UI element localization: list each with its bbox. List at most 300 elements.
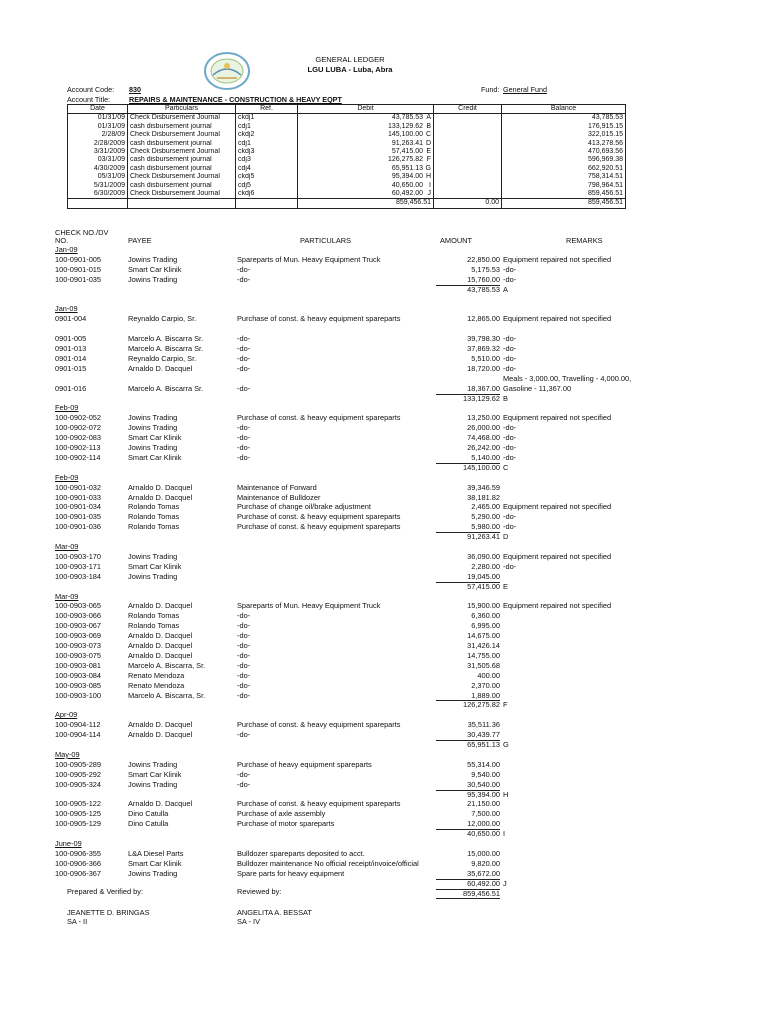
ledger-date: 2/28/2009 — [68, 140, 128, 148]
month-label: Jan-09 — [55, 304, 78, 314]
remarks: Equipment repaired not specified — [503, 601, 612, 611]
disbursement-row — [0, 691, 768, 701]
payee: Arnaldo D. Dacquel — [128, 730, 193, 740]
subtotal-amount: 65,951.13 — [467, 740, 500, 749]
payee: Renato Mendoza — [128, 680, 185, 690]
disbursement-row — [0, 344, 768, 354]
amount: 15,900.00 — [467, 601, 500, 611]
ledger-debit-cell — [298, 165, 434, 173]
ledger-debit: 43,785.53 — [391, 114, 423, 122]
amount: 7,500.00 — [471, 809, 500, 819]
disbursement-row — [0, 413, 768, 423]
particulars: Purchase of const. & heavy equipment spareparts — [237, 799, 401, 809]
payee: Smart Car Klinik — [128, 264, 182, 274]
particulars: Maintenance of Bulldozer — [237, 492, 321, 502]
ledger-credit — [434, 148, 502, 156]
amount: 26,242.00 — [467, 443, 500, 452]
particulars: Bulldozer spareparts deposited to acct. — [237, 848, 365, 858]
ledger-debit: 133,129.62 — [387, 122, 423, 130]
amount: 2,465.00 — [471, 502, 500, 512]
ledger-particulars: cash disbursement journal — [128, 123, 236, 131]
ledger-row — [68, 148, 626, 156]
payee: Arnaldo D. Dacquel — [128, 482, 193, 492]
payee: Marcelo A. Biscarra Sr. — [128, 334, 204, 344]
remarks: -do- — [503, 334, 517, 344]
ledger-balance: 43,785.53 — [502, 114, 626, 123]
payee: Arnaldo D. Dacquel — [128, 720, 193, 730]
col-header-credit: Credit — [434, 105, 502, 114]
amount: 35,672.00 — [467, 868, 500, 878]
ledger-table — [67, 104, 626, 209]
amount: 74,468.00 — [467, 433, 500, 443]
disbursement-row — [0, 522, 768, 532]
ledger-ref: ckdj2 — [236, 131, 298, 139]
subtotal-tag: A — [503, 284, 508, 294]
check-number: 100-0903-081 — [55, 660, 102, 670]
reviewed-name: ANGELITA A. BESSAT — [237, 908, 312, 917]
check-number: 100-0905-324 — [55, 779, 102, 789]
month-heading — [0, 750, 768, 760]
check-number: 100-0904-114 — [55, 730, 101, 740]
ledger-total-blank — [128, 199, 236, 208]
payee: Marcelo A. Biscarra, Sr. — [128, 660, 206, 670]
particulars: -do- — [237, 344, 251, 353]
document-title: GENERAL LEDGER — [315, 55, 385, 64]
check-number: 100-0902-083 — [55, 433, 102, 443]
month-label: June-09 — [55, 839, 82, 848]
disbursement-row — [0, 809, 768, 819]
ledger-balance: 413,278.56 — [502, 140, 626, 148]
particulars: -do- — [237, 611, 251, 621]
check-number: 100-0903-184 — [55, 571, 102, 581]
amount: 2,370.00 — [471, 680, 500, 690]
particulars: -do- — [237, 621, 251, 631]
payee: Jowins Trading — [128, 779, 178, 789]
payee: Rolando Tomas — [128, 512, 180, 522]
ledger-date: 01/31/09 — [68, 123, 128, 131]
particulars: Purchase of motor spareparts — [237, 819, 335, 829]
subtotal-row — [0, 532, 768, 542]
disbursement-row — [0, 780, 768, 790]
disbursement-row — [0, 869, 768, 879]
disbursement-row — [0, 799, 768, 809]
ledger-credit — [434, 123, 502, 131]
payee: Reynaldo Carpio, Sr. — [128, 353, 197, 363]
payee: Marcelo A. Biscarra Sr. — [128, 383, 204, 393]
subtotal-tag: B — [503, 393, 508, 403]
ledger-credit — [434, 182, 502, 190]
month-label: May-09 — [55, 749, 80, 759]
remarks: Equipment repaired not specified — [503, 314, 612, 324]
ledger-debit-cell — [298, 190, 434, 199]
col-header-balance: Balance — [502, 105, 626, 114]
amount: 6,360.00 — [471, 611, 500, 621]
subtotal-row — [0, 740, 768, 750]
payee: Marcelo A. Biscarra Sr. — [128, 344, 204, 353]
ledger-debit: 57,415.00 — [391, 148, 423, 156]
disbursement-row — [0, 651, 768, 661]
document-subtitle: LGU LUBA - Luba, Abra — [307, 65, 393, 74]
disbursement-row — [0, 433, 768, 443]
check-number: 0901-004 — [55, 314, 87, 324]
particulars: Purchase of change oil/brake adjustment — [237, 502, 371, 512]
ledger-debit-cell — [298, 148, 434, 156]
subtotal-amount: 133,129.62 — [463, 393, 500, 403]
amount: 39,346.59 — [467, 482, 500, 492]
ledger-credit — [434, 190, 502, 199]
ledger-row — [68, 123, 626, 131]
subtotal-row — [0, 285, 768, 295]
disbursement-row — [0, 631, 768, 641]
month-label: Jan-09 — [55, 245, 78, 254]
check-number: 0901-016 — [55, 383, 87, 393]
disbursement-row — [0, 562, 768, 572]
payee: Dino Catulla — [128, 819, 169, 829]
reviewed-label: Reviewed by: — [237, 887, 282, 896]
particulars: -do- — [237, 631, 251, 641]
prepared-label: Prepared & Verified by: — [67, 887, 144, 896]
payee: Smart Car Klinik — [128, 561, 182, 571]
disbursement-row — [0, 720, 768, 730]
particulars: Bulldozer maintenance No official receipt/invoice/official — [237, 858, 419, 868]
remarks: -do- — [503, 522, 517, 532]
amount: 5,290.00 — [471, 512, 500, 522]
col-header-debit: Debit — [298, 105, 434, 114]
amount: 21,150.00 — [467, 799, 500, 809]
ledger-debit-cell — [298, 173, 434, 181]
disbursement-row — [0, 572, 768, 582]
month-heading — [0, 403, 768, 413]
check-number: 100-0903-085 — [55, 680, 102, 690]
remarks: Gasoline - 11,367.00 — [503, 383, 572, 393]
payee: Jowins Trading — [128, 571, 178, 581]
ledger-credit — [434, 156, 502, 164]
remarks: Equipment repaired not specified — [503, 502, 612, 512]
amount: 5,510.00 — [471, 353, 500, 363]
ledger-credit — [434, 165, 502, 173]
disbursement-row — [0, 255, 768, 265]
check-number: 100-0902-113 — [55, 443, 101, 452]
particulars: -do- — [237, 274, 251, 284]
amount: 55,314.00 — [467, 759, 500, 769]
ledger-total-balance: 859,456.51 — [502, 199, 626, 208]
ledger-ref: cdj1 — [236, 140, 298, 148]
check-number: 0901-015 — [55, 363, 87, 373]
fund-value: General Fund — [503, 85, 547, 94]
particulars: -do- — [237, 641, 251, 650]
ledger-date: 2/28/09 — [68, 131, 128, 139]
ledger-debit: 40,650.00 — [391, 181, 423, 189]
ledger-date: 01/31/09 — [68, 114, 128, 123]
amount: 35,511.36 — [467, 720, 500, 730]
disbursement-row — [0, 681, 768, 691]
payee: Renato Mendoza — [128, 670, 185, 680]
ledger-tag: C — [425, 131, 431, 139]
remarks: -do- — [503, 433, 517, 443]
check-number: 100-0903-171 — [55, 561, 102, 571]
disbursement-row — [0, 453, 768, 463]
amount: 13,250.00 — [467, 413, 500, 423]
remarks: -do- — [503, 344, 517, 353]
payee: Rolando Tomas — [128, 522, 180, 532]
amount: 31,426.14 — [467, 641, 500, 650]
payee: Arnaldo D. Dacquel — [128, 631, 193, 641]
ledger-particulars: cash disbursement journal — [128, 182, 236, 190]
amount: 26,000.00 — [467, 423, 500, 433]
ledger-ref: cdj3 — [236, 156, 298, 164]
month-heading — [0, 304, 768, 314]
ledger-ref: cdj1 — [236, 123, 298, 131]
ledger-tag: D — [425, 139, 431, 147]
ledger-debit: 65,951.13 — [391, 164, 423, 172]
ledger-tag: B — [426, 122, 431, 130]
amount: 18,367.00 — [467, 383, 500, 393]
ledger-tag: I — [429, 181, 431, 189]
month-heading — [0, 710, 768, 720]
amount: 1,889.00 — [471, 690, 500, 700]
amount: 36,090.00 — [467, 551, 500, 561]
col-header-ref: Ref. — [236, 105, 298, 114]
particulars: -do- — [237, 363, 251, 373]
ledger-ref: cdj4 — [236, 165, 298, 173]
remarks: Equipment repaired not specified — [503, 413, 612, 423]
particulars: -do- — [237, 680, 251, 690]
ledger-ref: ckdj1 — [236, 114, 298, 123]
subtotal-amount: 126,275.82 — [463, 700, 500, 710]
amount: 31,505.68 — [467, 660, 500, 670]
check-number: 100-0901-035 — [55, 512, 102, 522]
amount: 14,755.00 — [467, 650, 500, 660]
disbursement-row — [0, 770, 768, 780]
ledger-particulars: Check Disbursement Journal — [128, 131, 236, 139]
ledger-debit-cell — [298, 131, 434, 139]
disbursement-row — [0, 275, 768, 285]
payee: Smart Car Klinik — [128, 452, 182, 462]
ledger-tag: G — [425, 164, 431, 172]
disbursement-row — [0, 493, 768, 503]
amount: 18,720.00 — [467, 363, 500, 373]
ledger-debit-cell — [298, 182, 434, 190]
subtotal-amount: 60,492.00 — [467, 878, 500, 888]
payee: Jowins Trading — [128, 413, 178, 423]
particulars: -do- — [237, 264, 251, 274]
payee: Arnaldo D. Dacquel — [128, 492, 193, 502]
particulars: Spare parts for heavy equipment — [237, 868, 345, 878]
amount: 6,995.00 — [471, 621, 500, 631]
amount: 12,000.00 — [467, 819, 500, 829]
check-number: 100-0902-052 — [55, 413, 102, 423]
month-heading — [0, 592, 768, 602]
disbursement-row — [0, 265, 768, 275]
disbursement-row — [0, 552, 768, 562]
remarks-note — [0, 374, 768, 384]
ledger-total-blank — [68, 199, 128, 208]
particulars: Spareparts of Mun. Heavy Equipment Truck — [237, 254, 381, 264]
remarks: -do- — [503, 353, 517, 363]
check-number: 100-0901-034 — [55, 502, 102, 512]
check-number: 100-0901-036 — [55, 522, 102, 532]
ledger-total-debit: 859,456.51 — [298, 199, 434, 208]
subtotal-tag: H — [503, 789, 509, 799]
disbursement-row — [0, 611, 768, 621]
disbursement-row — [0, 384, 768, 394]
payee: Reynaldo Carpio, Sr. — [128, 314, 197, 324]
ledger-particulars: Check Disbursement Journal — [128, 190, 236, 199]
disbursement-row — [0, 819, 768, 829]
ledger-balance: 662,920.51 — [502, 165, 626, 173]
disbursement-row — [0, 512, 768, 522]
check-number: 100-0903-067 — [55, 621, 102, 631]
amount: 15,000.00 — [467, 848, 500, 858]
ledger-debit: 95,394.00 — [391, 173, 423, 181]
particulars: Purchase of const. & heavy equipment spareparts — [237, 314, 401, 324]
amount: 9,540.00 — [471, 769, 500, 779]
detail-header-checkno: CHECK NO./DV — [55, 228, 109, 237]
disbursement-row — [0, 364, 768, 374]
amount: 2,280.00 — [471, 561, 500, 571]
payee: Smart Car Klinik — [128, 858, 182, 868]
particulars: Spareparts of Mun. Heavy Equipment Truck — [237, 601, 381, 611]
detail-header-remarks: REMARKS — [566, 236, 603, 245]
ledger-debit-cell — [298, 114, 434, 123]
particulars: -do- — [237, 353, 251, 363]
ledger-debit: 60,492.00 — [391, 190, 423, 198]
payee: Rolando Tomas — [128, 502, 180, 512]
check-number: 100-0902-072 — [55, 423, 102, 433]
check-number: 100-0901-033 — [55, 492, 102, 502]
month-heading — [0, 839, 768, 849]
ledger-date: 5/31/2009 — [68, 182, 128, 190]
subtotal-amount: 40,650.00 — [467, 829, 500, 839]
ledger-debit-cell — [298, 123, 434, 131]
check-number: 100-0901-032 — [55, 482, 102, 492]
check-number: 100-0903-066 — [55, 611, 102, 621]
ledger-tag: E — [426, 148, 431, 156]
check-number: 100-0901-015 — [55, 264, 102, 274]
check-number: 100-0903-065 — [55, 601, 102, 611]
account-code-label: Account Code: — [67, 85, 115, 94]
payee: Rolando Tomas — [128, 621, 180, 631]
ledger-total-blank — [236, 199, 298, 208]
particulars: -do- — [237, 423, 251, 433]
ledger-debit: 126,275.82 — [387, 156, 423, 164]
remarks: -do- — [503, 561, 517, 571]
month-label: Feb-09 — [55, 472, 79, 482]
amount: 5,140.00 — [471, 452, 500, 462]
ledger-row — [68, 182, 626, 190]
amount: 39,798.30 — [467, 334, 500, 344]
ledger-row — [68, 165, 626, 173]
particulars: -do- — [237, 690, 251, 700]
amount: 5,980.00 — [471, 522, 500, 532]
payee: Arnaldo D. Dacquel — [128, 601, 193, 611]
particulars: -do- — [237, 779, 251, 789]
particulars: -do- — [237, 334, 251, 344]
ledger-row — [68, 114, 626, 123]
ledger-balance: 859,456.51 — [502, 190, 626, 199]
disbursement-row — [0, 661, 768, 671]
subtotal-row — [0, 829, 768, 839]
payee: L&A Diesel Parts — [128, 848, 184, 858]
disbursement-row — [0, 621, 768, 631]
payee: Jowins Trading — [128, 759, 178, 769]
amount: 19,045.00 — [467, 571, 500, 581]
ledger-balance: 758,314.51 — [502, 173, 626, 181]
prepared-name: JEANETTE D. BRINGAS — [67, 908, 150, 917]
check-number: 100-0903-073 — [55, 641, 102, 650]
month-label: Mar-09 — [55, 542, 79, 551]
subtotal-tag: E — [503, 581, 508, 591]
ledger-row — [68, 156, 626, 164]
ledger-date: 6/30/2009 — [68, 190, 128, 199]
ledger-particulars: Check Disbursement Journal — [128, 148, 236, 156]
remarks: -do- — [503, 443, 517, 452]
remarks: -do- — [503, 423, 517, 433]
payee: Marcelo A. Biscarra, Sr. — [128, 690, 206, 700]
check-number: 0901-014 — [55, 353, 87, 363]
municipal-seal-logo — [203, 51, 251, 91]
particulars: -do- — [237, 769, 251, 779]
check-number: 100-0905-292 — [55, 769, 102, 779]
disbursement-row — [0, 601, 768, 611]
particulars: Purchase of const. & heavy equipment spareparts — [237, 413, 401, 423]
check-number: 0901-005 — [55, 334, 87, 344]
ledger-ref: ckdj6 — [236, 190, 298, 199]
subtotal-amount: 95,394.00 — [467, 789, 500, 799]
account-code-value: 830 — [129, 85, 141, 94]
ledger-balance: 176,915.15 — [502, 123, 626, 131]
particulars: -do- — [237, 443, 251, 452]
ledger-particulars: Check Disbursement Journal — [128, 114, 236, 123]
payee: Dino Catulla — [128, 809, 169, 819]
particulars: -do- — [237, 433, 251, 443]
check-number: 100-0905-122 — [55, 799, 102, 809]
amount: 30,540.00 — [467, 779, 500, 789]
ledger-row — [68, 190, 626, 199]
ledger-total-credit: 0.00 — [434, 199, 502, 208]
disbursement-row — [0, 502, 768, 512]
month-label: Feb-09 — [55, 403, 79, 413]
check-number: 100-0905-289 — [55, 759, 102, 769]
ledger-debit: 91,263.41 — [391, 139, 423, 147]
col-header-date: Date — [68, 105, 128, 114]
check-number: 0901-013 — [55, 344, 87, 353]
remarks: Equipment repaired not specified — [503, 551, 612, 561]
subtotal-row — [0, 394, 768, 404]
particulars: -do- — [237, 660, 251, 670]
ledger-date: 05/31/09 — [68, 173, 128, 181]
remarks: -do- — [503, 264, 517, 274]
reviewed-position: SA - IV — [237, 917, 261, 926]
particulars: -do- — [237, 650, 251, 660]
disbursement-row — [0, 849, 768, 859]
remarks: Equipment repaired not specified — [503, 254, 612, 264]
remarks: Meals - 3,000.00, Travelling - 4,000.00, — [503, 373, 632, 383]
amount: 22,850.00 — [467, 254, 500, 264]
account-title-value: REPAIRS & MAINTENANCE - CONSTRUCTION & HEAVY EQPT — [129, 95, 342, 104]
double-rule — [436, 898, 500, 899]
disbursement-row — [0, 314, 768, 324]
ledger-credit — [434, 131, 502, 139]
check-number: 100-0903-170 — [55, 551, 102, 561]
subtotal-amount: 43,785.53 — [467, 284, 500, 294]
disbursement-row — [0, 334, 768, 344]
check-number: 100-0906-366 — [55, 858, 102, 868]
subtotal-amount: 57,415.00 — [467, 581, 500, 591]
payee: Jowins Trading — [128, 274, 178, 284]
subtotal-tag: G — [503, 740, 509, 749]
check-number: 100-0906-367 — [55, 868, 102, 878]
